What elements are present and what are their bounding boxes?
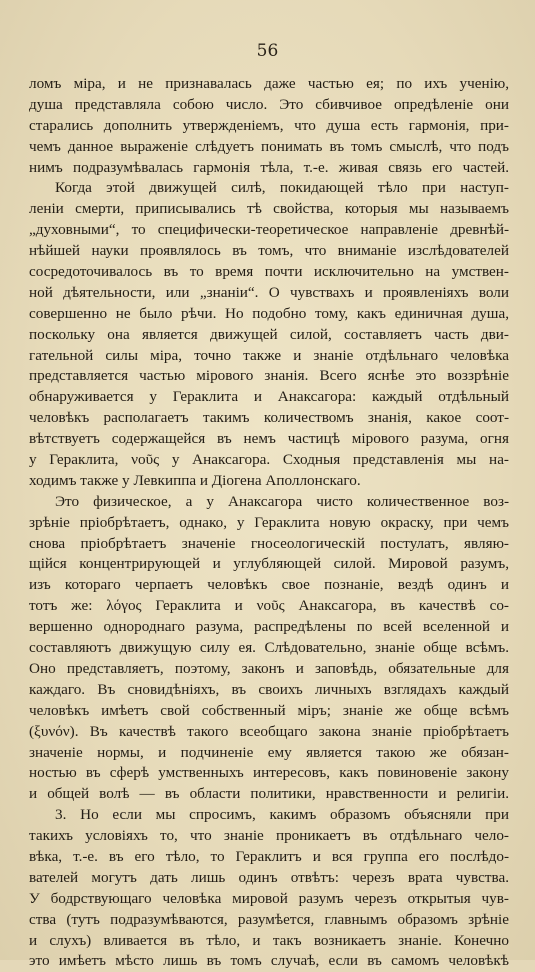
text-line: нимъ подразумѣвалась гармонія тѣла, т.-е. живая связь его частей. (29, 158, 509, 176)
text-line: вателей могутъ дать лишь одинъ отвѣтъ: черезъ врата чувства. (29, 868, 509, 886)
page-number: 56 (256, 41, 279, 61)
text-line: каждаго. Въ сновидѣніяхъ, въ своихъ личныхъ взглядахъ каждый (29, 680, 509, 698)
text-line: (ξυνόν). Въ качествѣ такого всеобщаго закона знаніе пріобрѣтаетъ (29, 722, 509, 740)
text-line: Это физическое, а у Анаксагора чисто количественное воз- (55, 492, 509, 510)
text-line: такихъ условіяхъ то, что знаніе проникаетъ въ отдѣльнаго чело- (29, 827, 509, 845)
text-line: у Гераклита, νοῦς у Анаксагора. Сходныя представленія мы на- (29, 451, 509, 469)
text-line: составляютъ движущую силу ея. Слѣдовательно, знаніе обще всѣмъ. (29, 639, 509, 657)
text-line: обнаруживается у Гераклита и Анаксагора: каждый отдѣльный (29, 388, 509, 406)
text-line: Когда этой движущей силѣ, покидающей тѣло при наступ- (55, 179, 509, 197)
text-line: вѣтствуетъ содержащейся въ немъ частицѣ мірового разума, огня (29, 430, 509, 448)
text-line: ломъ міра, и не признавалась даже частью ея; по ихъ ученію, (29, 75, 509, 92)
text-line: вѣка, т.-е. въ его тѣло, то Гераклитъ и вся группа его послѣдо- (29, 847, 509, 865)
text-line: и общей волѣ — въ области политики, нравственности и религіи. (29, 785, 509, 803)
text-line: старались дополнить утвержденіемъ, что душа есть гармонія, при- (29, 116, 509, 134)
text-line: вершенно однороднаго разума, распредѣлены по всей вселенной и (29, 618, 509, 636)
text-line: человѣкъ имѣетъ свой собственный міръ; знаніе же обще всѣмъ (29, 701, 509, 719)
text-line: леніи смерти, приписывались тѣ свойства, которыя мы называемъ (29, 200, 509, 218)
text-line: тотъ же: λόγος Гераклита и νοῦς Анаксагора, въ качествѣ со- (29, 597, 509, 615)
text-line: и слухъ) вливается въ тѣло, и такъ возникаетъ знаніе. Конечно (29, 931, 509, 949)
text-line: зрѣніе пріобрѣтаетъ, однако, у Гераклита новую окраску, при чемъ (29, 513, 509, 531)
text-line: поскольку она является движущей силой, составляетъ часть дви- (29, 325, 509, 343)
text-line: снова пріобрѣтаетъ значеніе гносеологическій постулатъ, являю- (29, 534, 509, 552)
text-line: представляется частью мірового знанія. Всего яснѣе это воззрѣніе (29, 367, 509, 385)
text-line: сосредоточивалось въ то время почти исключительно на умствен- (29, 263, 509, 281)
text-line: щійся концентрирующей и углубляющей силой. Мировой разумъ, (29, 555, 509, 573)
text-line: ной дѣятельности, или „знаніи“. О чувствахъ и проявленіяхъ воли (29, 283, 509, 301)
text-line: „духовными“, то специфически-теоретическое направленіе древнѣй- (29, 221, 509, 239)
body-text (29, 74, 509, 972)
text-line: изъ котораго черпаетъ человѣкъ свое познаніе, вездѣ одинъ и (29, 576, 509, 594)
text-line: чемъ данное выраженіе слѣдуетъ понимать въ томъ смыслѣ, что подъ (29, 137, 509, 155)
text-line: 3. Но если мы спросимъ, какимъ образомъ объясняли при (55, 806, 509, 824)
text-line: ства (тутъ подразумѣваются, разумѣется, главнымъ образомъ зрѣніе (29, 910, 509, 928)
text-line: нѣйшей науки проявлялось въ томъ, что вниманіе изслѣдователей (29, 242, 509, 260)
text-line: У бодрствующаго человѣка мировой разумъ черезъ открытыя чув- (29, 889, 509, 907)
text-line: человѣкъ располагаетъ такимъ количествомъ знанія, какое соот- (29, 409, 509, 427)
text-line: совершенно не было рѣчи. Но подобно тому, какъ единичная душа, (29, 304, 509, 322)
text-line: Оно представляетъ, поэтому, законъ и заповѣдь, обязательные для (29, 659, 509, 677)
text-line: это имѣетъ мѣсто лишь въ томъ случаѣ, если въ самомъ человѣкѣ (29, 952, 509, 970)
text-line: значеніе нормы, и подчиненіе ему является такою же обязан- (29, 743, 509, 761)
text-line: ходимъ также у Левкиппа и Діогена Аполлонскаго. (29, 471, 361, 489)
text-line: душа представляла собою число. Это сбивчивое опредѣленіе они (29, 95, 509, 113)
text-line: ностью въ сферѣ умственныхъ интересовъ, какъ повиновеніе закону (29, 764, 509, 782)
text-line: гательной силы міра, точно также и знаніе отдѣльнаго человѣка (29, 346, 509, 364)
